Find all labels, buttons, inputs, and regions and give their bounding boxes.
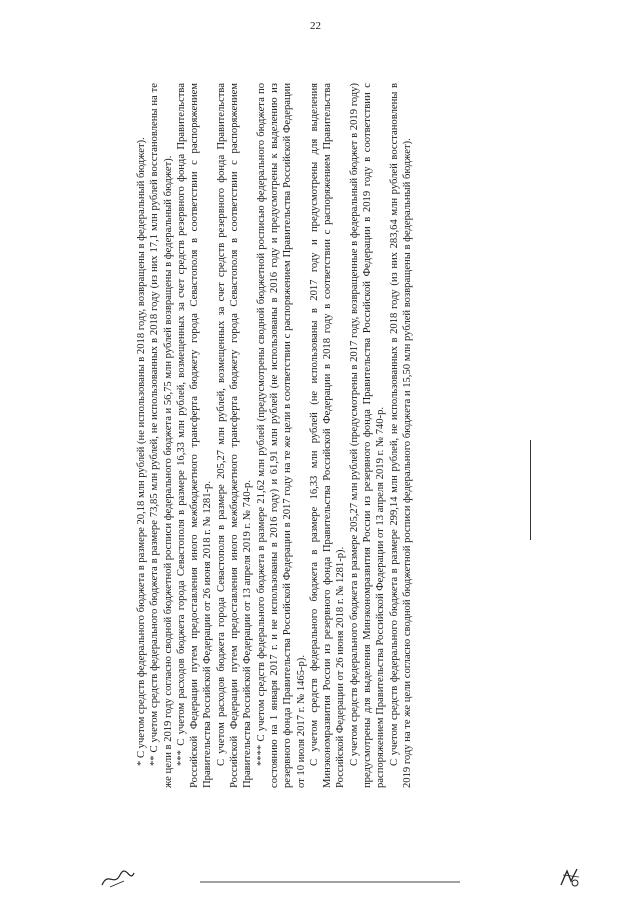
separator-line: [530, 440, 531, 540]
signature-mark: [100, 867, 136, 889]
stamp-mark: [557, 865, 583, 891]
footnote-4-continued-c: С учетом средств федерального бюджета в размере 299,14 млн рублей, не использованных в 2018 году (из них 283,64 млн рублей восстановлены в 2019 году на те же цели согласно сводной бюджетной росписи федерального бюджета и 15,50 млн рублей возвращены в федеральный бюджет).: [388, 83, 413, 788]
footnotes-block: [135, 83, 530, 788]
footnote-3: *** С учетом расходов бюджета города Севастополя в размере 16,33 млн рублей, возмещенных за счет средств резервного фонда Правительства Российской Федерации путем предоставления иного межбюджетного трансферта бюджету города Севастополя в соответствии с распоряжением Правительства Российской Федерации от 26 июня 2018 г. № 1281-р.: [175, 83, 214, 788]
footnote-4-continued-b: С учетом средств федерального бюджета в размере 205,27 млн рублей (предусмотрены в 2017 году, возвращенные в федеральный бюджет в 2019 году) предусмотрены для выделения Минэкономразвития России из резервного фонда Правительства Российской Федерации в 2019 году в соответствии с распоряжением Правительства Российской Федерации от 13 апреля 2019 г. № 740-р.: [348, 83, 387, 788]
rotated-text-container: [135, 83, 530, 788]
bottom-scan-line: [200, 881, 460, 883]
footnote-1: * С учетом средств федерального бюджета в размере 20,18 млн рублей (не использованы в 2018 году, возвращены в федеральный бюджет).: [136, 137, 147, 766]
footnote-3-continued: С учетом расходов бюджета города Севастополя в размере 205,27 млн рублей, возмещенных за счет средств резервного фонда Правительства Российской Федерации путем предоставления иного межбюджетного трансферта бюджету города Севастополя в соответствии с распоряжением Правительства Российской Федерации от 13 апреля 2019 г. № 740-р.: [215, 83, 254, 788]
footnote-2: ** С учетом средств федерального бюджета в размере 73,85 млн рублей, не использованных в 2018 году (из них 17,1 млн рублей восстановлены на те же цели в 2019 году согласно сводной бюджетной росписи федерального бюджета и 56,75 млн рублей возвращены в федеральный бюджет).: [149, 83, 174, 788]
footnote-4: **** С учетом средств федерального бюджета в размере 21,62 млн рублей (предусмотрены сводной бюджетной росписью федерального бюджета по состоянию на 1 января 2017 г. и не использованы в 2016 году) и 61,91 млн рублей (не использованы в 2016 году и предусмотрены к выделению из резервного фонда Правительства Российской Федерации в 2017 году на те же цели в соответствии с распоряжением Правительства Российской Федерации от 10 июля 2017 г. № 1465-р).: [255, 83, 307, 788]
page-number: 22: [310, 20, 321, 32]
footnote-4-continued-a: С учетом средств федерального бюджета в размере 16,33 млн рублей (не использованы в 2017 году и предусмотрены для выделения Минэкономразвития России из резервного фонда Правительства Российской Федерации в 2018 году в соответствии с распоряжением Правительства Российской Федерации от 26 июня 2018 г. № 1281-р).: [308, 83, 347, 788]
